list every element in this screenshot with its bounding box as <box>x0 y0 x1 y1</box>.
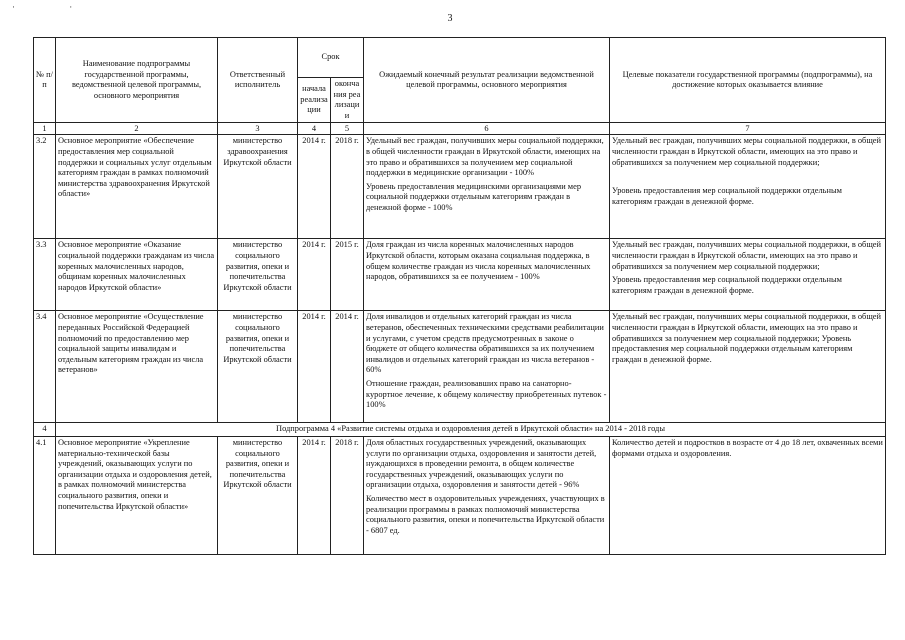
header-indicators: Целевые показатели государственной программы (подпрограммы), на достижение которых оказывается влияние <box>610 38 886 123</box>
result-paragraph: Доля областных государственных учреждений, оказывающих услуги по организации отдыха, оздоровления и занятости детей, нуждающихся в проведении ремонта, в общем количестве государственных учреждений, оказывающих услуги по организации отдыха, оздоровления и занятости детей - 96% <box>366 437 597 490</box>
row-indicators <box>610 239 886 311</box>
row-result <box>364 436 610 554</box>
page-number: 3 <box>447 13 453 24</box>
header-responsible: Ответственный исполнитель <box>218 38 298 123</box>
header-num: № п/п <box>34 38 56 123</box>
column-number: 6 <box>364 123 610 135</box>
row-responsible: министерство здравоохранения Иркутской области <box>218 135 298 239</box>
row-result <box>364 311 610 423</box>
row-responsible: министерство социального развития, опеки и попечительства Иркутской области <box>218 311 298 423</box>
column-number: 7 <box>610 123 886 135</box>
section-number: 4 <box>34 423 56 437</box>
header-name: Наименование подпрограммы государственной программы, ведомственной целевой программы, основного мероприятия <box>56 38 218 123</box>
row-number: 3.3 <box>34 239 56 311</box>
header-term: Срок <box>298 38 364 78</box>
indicator-paragraph: Удельный вес граждан, получивших меры социальной поддержки, в общей численности граждан в Иркутской области, имеющих на это право и обратившихся за получением мер социальной поддержки; <box>612 136 881 167</box>
table-row <box>34 239 886 311</box>
column-number: 1 <box>34 123 56 135</box>
row-indicators <box>610 311 886 423</box>
column-number: 4 <box>298 123 331 135</box>
row-start: 2014 г. <box>298 436 331 554</box>
row-end: 2014 г. <box>331 311 364 423</box>
table-row <box>34 436 886 554</box>
row-number: 3.2 <box>34 135 56 239</box>
result-paragraph: Уровень предоставления медицинскими организациями мер социальной поддержки отдельным категориям граждан в денежной форме - 100% <box>366 181 582 212</box>
indicator-paragraph: Уровень предоставления мер социальной поддержки отдельным категориям граждан в денежной форме. <box>612 275 842 295</box>
result-paragraph: Доля инвалидов и отдельных категорий граждан из числа ветеранов, обеспеченных техническими средствами реабилитации и услугами, с учетом средств предусмотренных в законе о бюджете от общего количества обратившихся за их получением инвалидов и отдельных категорий граждан из числа ветеранов - 60% <box>366 312 604 375</box>
row-end: 2018 г. <box>331 436 364 554</box>
column-numbers-row <box>34 123 886 135</box>
row-responsible: министерство социального развития, опеки и попечительства Иркутской области <box>218 436 298 554</box>
row-end: 2018 г. <box>331 135 364 239</box>
row-name: Основное мероприятие «Укрепление материально-технической базы учреждений, оказывающих услуги по организации отдыха и оздоровления детей, в рамках полномочий министерства социального развития, опеки и попечительства Иркутской области» <box>56 436 218 554</box>
column-number: 2 <box>56 123 218 135</box>
header-end: окончания реализации <box>331 78 364 123</box>
column-number: 3 <box>218 123 298 135</box>
row-name: Основное мероприятие «Оказание социальной поддержки гражданам из числа коренных малочисленных народов, общинам коренных малочисленных народов Иркутской области» <box>56 239 218 311</box>
row-indicators <box>610 436 886 554</box>
program-table <box>33 37 886 555</box>
row-indicators <box>610 135 886 239</box>
table-row <box>34 135 886 239</box>
table-row <box>34 311 886 423</box>
row-start: 2014 г. <box>298 239 331 311</box>
header-start: начала реализации <box>298 78 331 123</box>
row-start: 2014 г. <box>298 135 331 239</box>
indicator-paragraph: Удельный вес граждан, получивших меры социальной поддержки, в общей численности граждан в Иркутской области, имеющих на это право и обратившихся за получением мер социальной поддержки; Уровень предоставления мер социальной поддержки отдельным категориям граждан в денежной форме. <box>612 312 881 364</box>
result-paragraph: Доля граждан из числа коренных малочисленных народов Иркутской области, которым оказана социальная поддержка, в общем количестве граждан из числа коренных малочисленных народов, обратившихся за ее получением - 100% <box>366 240 591 282</box>
row-responsible: министерство социального развития, опеки и попечительства Иркутской области <box>218 239 298 311</box>
section-row <box>34 423 886 437</box>
row-name: Основное мероприятие «Обеспечение предоставления мер социальной поддержки и социальных услуг отдельным категориям граждан в рамках полномочий министерства здравоохранения Иркутской области» <box>56 135 218 239</box>
row-name: Основное мероприятие «Осуществление переданных Российской Федерацией полномочий по предоставлению мер социальной защиты инвалидам и отдельным категориям граждан из числа ветеранов» <box>56 311 218 423</box>
scan-specks: · · <box>12 2 99 12</box>
row-number: 4.1 <box>34 436 56 554</box>
row-end: 2015 г. <box>331 239 364 311</box>
row-start: 2014 г. <box>298 311 331 423</box>
indicator-paragraph: Количество детей и подростков в возрасте от 4 до 18 лет, охваченных всеми формами отдыха и оздоровления. <box>612 437 883 458</box>
result-paragraph: Отношение граждан, реализовавших право на санаторно-курортное лечение, к общему количеству приобретенных путевок - 100% <box>366 378 607 410</box>
row-result <box>364 135 610 239</box>
section-title: Подпрограмма 4 «Развитие системы отдыха и оздоровления детей в Иркутской области» на 2014 - 2018 годы <box>56 423 886 437</box>
result-paragraph: Количество мест в оздоровительных учреждениях, участвующих в реализации программы в рамках полномочий министерства социального развития, опеки и попечительства Иркутской области - 6807 ед. <box>366 493 605 535</box>
row-number: 3.4 <box>34 311 56 423</box>
column-number: 5 <box>331 123 364 135</box>
result-paragraph: Удельный вес граждан, получивших меры социальной поддержки, в общей численности граждан в Иркутской области, имеющих на это право и обратившихся за получением мер социальной поддержки в медицинские организации - 100% <box>366 136 604 178</box>
header-result: Ожидаемый конечный результат реализации ведомственной целевой программы, основного мероприятия <box>364 38 610 123</box>
row-result <box>364 239 610 311</box>
indicator-paragraph: Удельный вес граждан, получивших меры социальной поддержки, в общей численности граждан в Иркутской области, имеющих на это право и обратившихся за получением мер социальной поддержки; <box>612 240 881 271</box>
indicator-paragraph: Уровень предоставления мер социальной поддержки отдельным категориям граждан в денежной форме. <box>612 186 842 206</box>
